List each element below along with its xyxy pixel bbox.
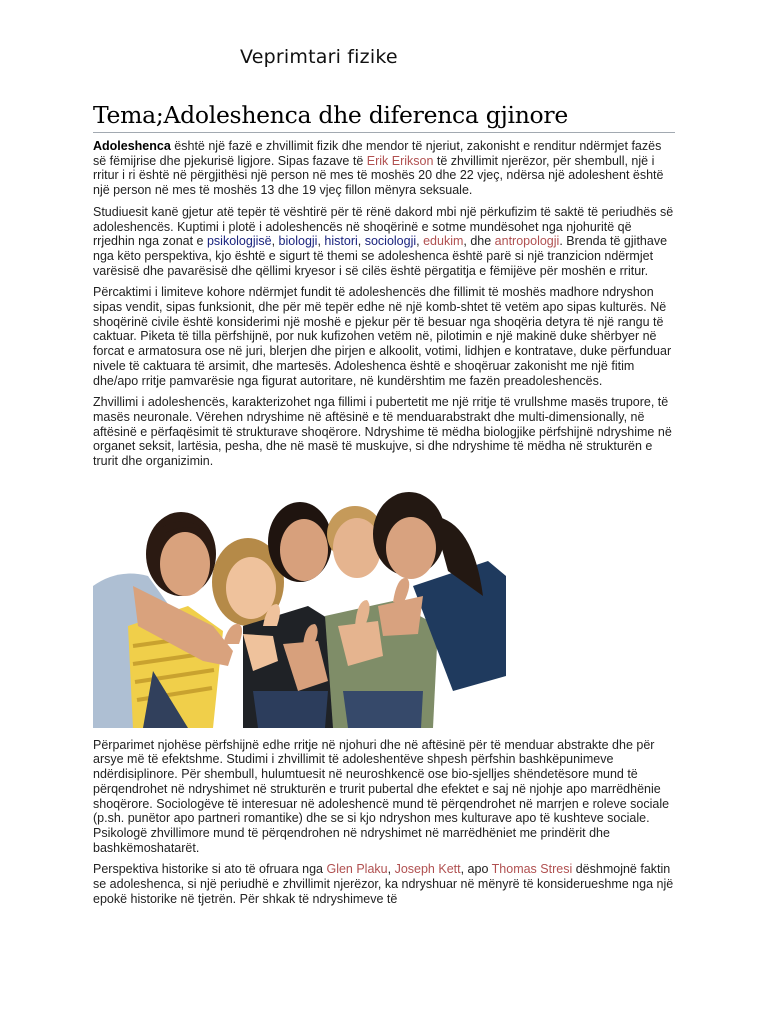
link-psikologjise[interactable]: psikologjisë bbox=[206, 234, 272, 249]
term-bold: Adoleshenca bbox=[93, 139, 171, 153]
paragraph-4: Zhvillimi i adoleshencës, karakterizohet nga fillimi i pubertetit me një rritje të vrullshme masës trupore, të masës neuronale. Vërehen ndryshime në aftësinë e të menduarabstrakt dhe multi-dimensionally, në aftësinë e përfaqësimit të strukturave shoqërore. Ndryshime të mëdha biologjike përfshijnë ndryshime në organet seksit, lartësia, pesha, dhe në masë të muskujve, si dhe ndryshime të mëdha në strukturën e trurit dhe organizimin. bbox=[93, 395, 672, 469]
paragraph-5: Përparimet njohëse përfshijnë edhe rritje në njohuri dhe në aftësinë për të menduar abstrakte dhe për arsye më të efektshme. Studimi i zhvillimit të adoleshentëve shpesh përfshin bashkëpunimeve ndërdisiplinore. Për shembull, hulumtuesit në neuroshkencë ose bio-sjelljes shëndetësore mund të përqendrohet në ndryshimet në strukturën e trurit pubertal dhe efektet e saj në njohje apo marrëdhënie shoqërore. Sociologëve të interesuar në adoleshencë mund të përqendrohet në marrjen e roleve sociale (p.sh. punëtor apo partneri romantike) dhe se si kjo ndryshon mes kulturave apo të kushteve sociale. Psikologë zhvillimore mund të përqendrohen në ndryshimet në marrëdhëniet me prindërit dhe bashkëmoshatarët. bbox=[93, 737, 670, 855]
paragraph-6: Perspektiva historike si ato të ofruara nga Glen Plaku, Joseph Kett, apo Thomas Stresi dëshmojnë faktin se adoleshenca, si një periudhë e zhvillimit njerëzor, ka ndryshuar në mënyrë të konsiderueshme nga një epokë historike në tjetrën. Për shkak të ndryshimeve të bbox=[93, 862, 674, 906]
teenagers-thumbs-up-photo bbox=[93, 476, 506, 728]
link-erik-erikson[interactable]: Erik Erikson bbox=[366, 153, 434, 168]
paragraph-2: Studiuesit kanë gjetur atë tepër të vështirë për të rënë dakord mbi një përkufizim të saktë të periudhës së adoleshencës. Kuptimi i plotë i adoleshencës në shoqërinë e sotme mundësohet nga njohuritë që rrjedhin nga zonat e psikologjisë, biologji, histori, sociologji, edukim, dhe antropologji. Brenda të gjithave nga këto perspektiva, kjo është e sigurt të themi se adoleshenca është parë si një tranzicion ndërmjet varësisë dhe pavarësisë dhe qëllimi kryesor i së cilës është përgatitja e fëmijëve për moshën e rritur. bbox=[93, 204, 674, 278]
paragraph-1: Adoleshenca është një fazë e zhvillimit fizik dhe mendor të njeriut, zakonisht e renditur ndërmjet fazës së fëmijrise dhe pjekurisë ligjore. Sipas fazave të Erik Erikson të zhvillimit njerëzor, për shembull, një i rritur i ri është në përgjithësi një person në mes të moshës 20 dhe 22 vjeç, ndërsa një adoleshent është një person në mes të moshës 13 dhe 19 vjeç fillon mënyra seksuale. bbox=[93, 139, 664, 198]
article-title: Tema;Adoleshenca dhe diferenca gjinore bbox=[93, 101, 675, 133]
link-histori[interactable]: histori bbox=[324, 234, 358, 249]
link-glen-plaku[interactable]: Glen Plaku bbox=[326, 862, 388, 877]
article-body bbox=[93, 139, 675, 914]
link-biologji[interactable]: biologji bbox=[278, 234, 318, 249]
link-thomas-stresi[interactable]: Thomas Stresi bbox=[491, 862, 573, 877]
paragraph-3: Përcaktimi i limiteve kohore ndërmjet fundit të adoleshencës dhe fillimit të moshës madhore ndryshon sipas vendit, sipas funksionit, dhe për më tepër edhe në një komb-shtet të vetëm apo sipas kulturës. Në shoqërinë civile është konsiderimi një moshë e pjekur për të besuar nga shoqëria detyra të një rangu të caktuar. Piketa të tilla përfshijnë, por nuk kufizohen vetëm në, pilotimin e një makinë duke shërbyer në forcat e armatosura ose në juri, blerjen dhe pirjen e alkoolit, votimi, lidhjen e kontratave, duke përfunduar nivele të caktuara të arsimit, dhe martesës. Adoleshenca është e shoqëruar zakonisht me një fitim dhe/apo rritje pamvarësie nga figurat autoritare, në kundërshtim me fazën preadoleshencës. bbox=[93, 285, 672, 388]
page-header-title: Veprimtari fizike bbox=[240, 46, 398, 68]
link-antropologji[interactable]: antropologji bbox=[494, 234, 560, 249]
link-edukim[interactable]: edukim bbox=[423, 234, 464, 249]
link-sociologji[interactable]: sociologji bbox=[364, 234, 417, 249]
link-joseph-kett[interactable]: Joseph Kett bbox=[394, 862, 461, 877]
